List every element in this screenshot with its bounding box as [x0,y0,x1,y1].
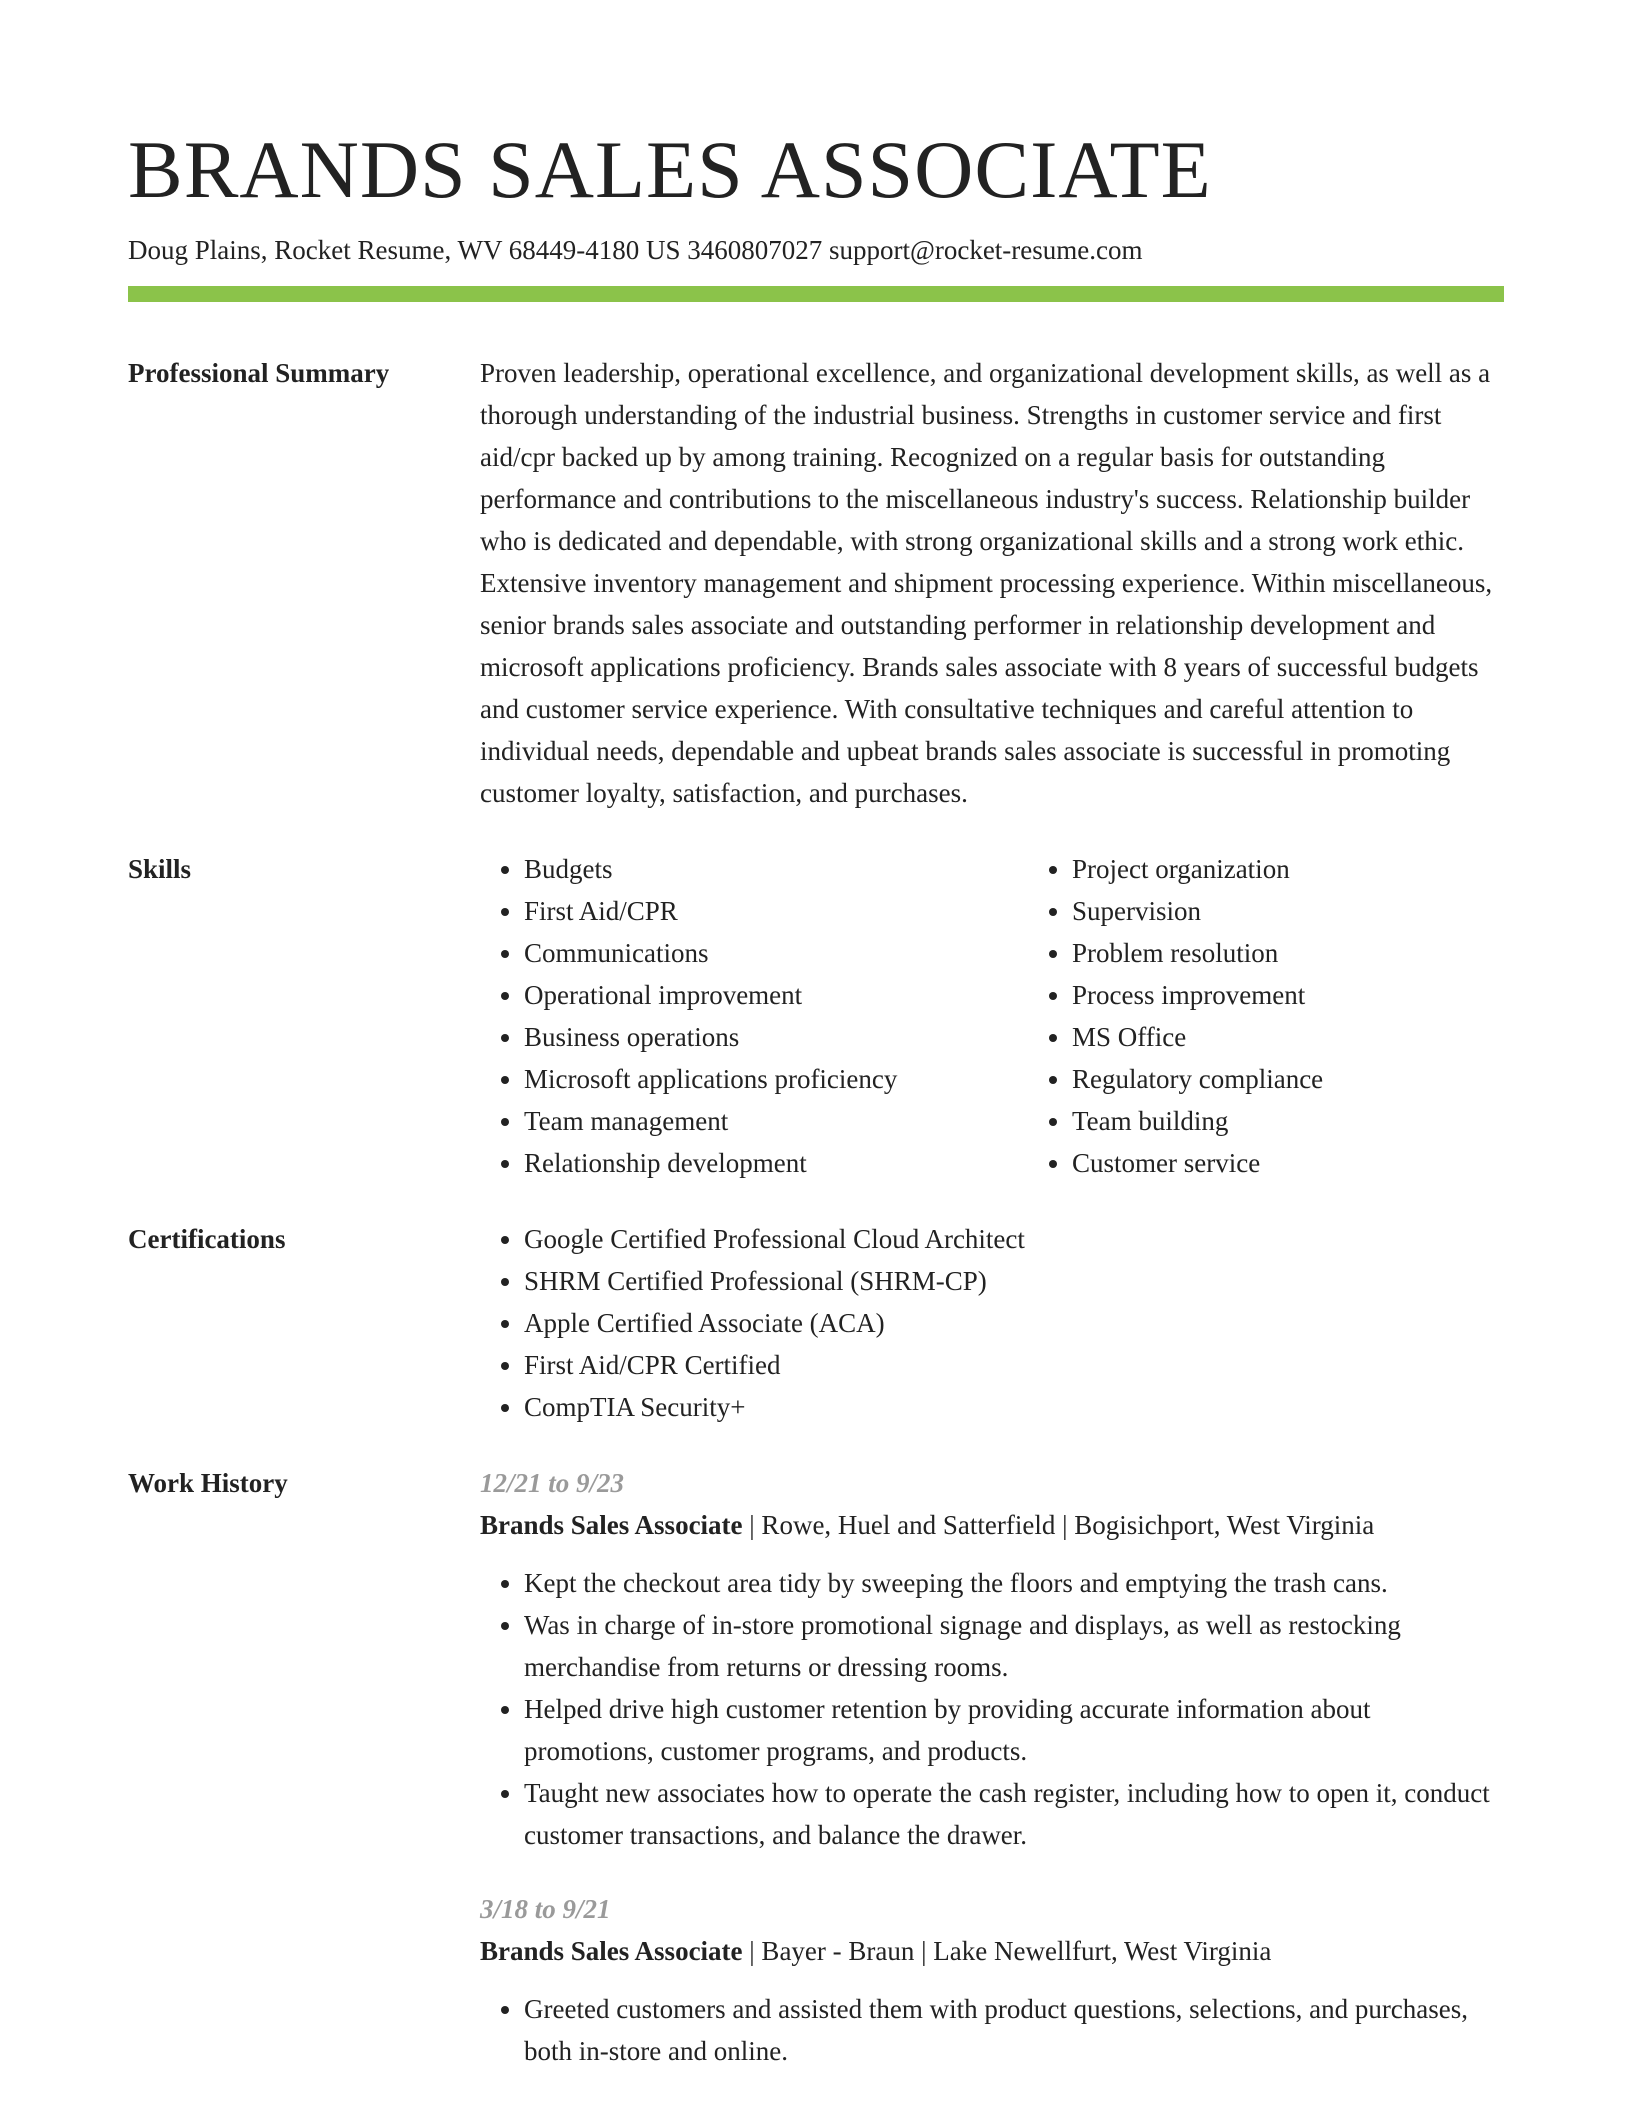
certifications-list [480,1218,1504,1428]
certification-item: • SHRM Certified Professional (SHRM-CP) [524,1260,1504,1302]
job-dates: 12/21 to 9/23 [480,1468,625,1498]
skill-item: • Communications [524,932,1028,974]
resume-page [128,120,1504,2072]
job-bullets [480,1988,1504,2072]
summary-text: Proven leadership, operational excellence, and organizational development skills, as well as a thorough understanding of the industrial business. Strengths in customer service and first aid/cpr backed up by among training. Recognized on a regular basis for outstanding performance and contributions to the miscellaneous industry's success. Relationship builder who is dedicated and dependable, with strong organizational skills and a strong work ethic. Extensive inventory management and shipment processing experience. Within miscellaneous, senior brands sales associate and outstanding performer in relationship development and microsoft applications proficiency. Brands sales associate with 8 years of successful budgets and customer service experience. With consultative techniques and careful attention to individual needs, dependable and upbeat brands sales associate is successful in promoting customer loyalty, satisfaction, and purchases. [480,358,1493,808]
certifications-section [128,1218,1504,1428]
skill-item: • Team building [1072,1100,1576,1142]
job-bullets [480,1562,1504,1856]
skill-item: • Business operations [524,1016,1028,1058]
section-label: Certifications [128,1224,286,1254]
certification-item: • CompTIA Security+ [524,1386,1504,1428]
job-header [480,1504,1504,1546]
skills-section [128,848,1504,1184]
job-title: Brands Sales Associate [480,1510,743,1540]
skill-item: • First Aid/CPR [524,890,1028,932]
skills-list-left [480,848,1028,1184]
certification-item: • Google Certified Professional Cloud Architect [524,1218,1504,1260]
job-dates: 3/18 to 9/21 [480,1894,611,1924]
job-bullet: • Taught new associates how to operate the cash register, including how to open it, conduct customer transactions, and balance the drawer. [524,1772,1504,1856]
contact-line: Doug Plains, Rocket Resume, WV 68449-4180 US 3460807027 support@rocket-resume.com [128,235,1143,265]
summary-section [128,352,1504,814]
certification-item: • Apple Certified Associate (ACA) [524,1302,1504,1344]
skill-item: • MS Office [1072,1016,1576,1058]
skill-item: • Problem resolution [1072,932,1576,974]
skill-item: • Process improvement [1072,974,1576,1016]
skill-item: • Supervision [1072,890,1576,932]
section-label: Work History [128,1468,288,1498]
skill-item: • Operational improvement [524,974,1028,1016]
job-company-location: | Rowe, Huel and Satterfield | Bogisichport, West Virginia [742,1510,1375,1540]
section-label: Skills [128,854,192,884]
job-bullet: • Helped drive high customer retention by providing accurate information about promotions, customer programs, and products. [524,1688,1504,1772]
skill-item: • Microsoft applications proficiency [524,1058,1028,1100]
job-bullet: • Kept the checkout area tidy by sweeping the floors and emptying the trash cans. [524,1562,1504,1604]
job-company-location: | Bayer - Braun | Lake Newellfurt, West Virginia [742,1936,1272,1966]
skill-item: • Relationship development [524,1142,1028,1184]
certification-item: • First Aid/CPR Certified [524,1344,1504,1386]
skill-item: • Team management [524,1100,1028,1142]
job-bullet: • Was in charge of in-store promotional signage and displays, as well as restocking merchandise from returns or dressing rooms. [524,1604,1504,1688]
work-history-section [128,1462,1504,2072]
skill-item: • Customer service [1072,1142,1576,1184]
job-header [480,1930,1504,1972]
job-entry [480,1888,1504,2072]
skills-list-right [1028,848,1576,1184]
skill-item: • Regulatory compliance [1072,1058,1576,1100]
resume-title: BRANDS SALES ASSOCIATE [128,124,1212,215]
accent-divider [128,286,1504,302]
skill-item: • Project organization [1072,848,1576,890]
skill-item: • Budgets [524,848,1028,890]
section-label: Professional Summary [128,358,390,388]
job-bullet: • Greeted customers and assisted them with product questions, selections, and purchases, both in-store and online. [524,1988,1504,2072]
job-title: Brands Sales Associate [480,1936,743,1966]
job-entry [480,1462,1504,1856]
